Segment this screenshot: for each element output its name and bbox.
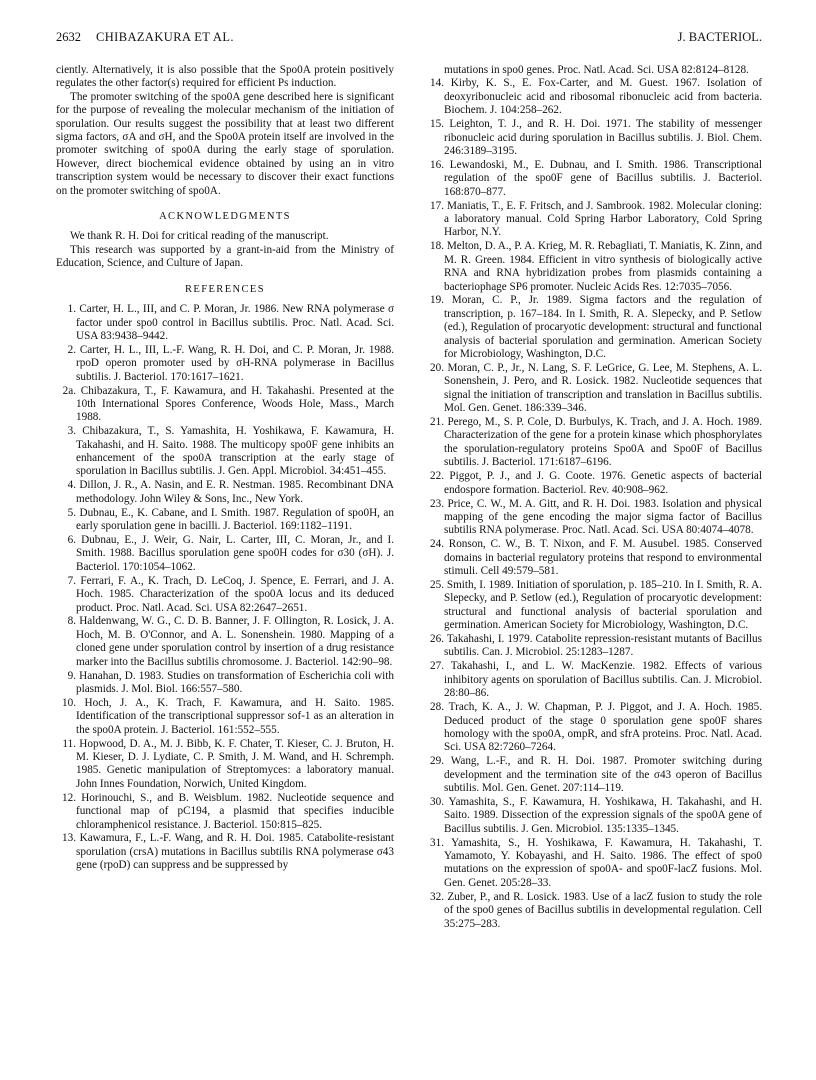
reference-item (424, 118, 762, 158)
reference-text: Hoch, J. A., K. Trach, F. Kawamura, and H. Saito. 1985. Identification of the transcriptional suppressor sof-1 as an alteration in the spo0A protein. J. Bacteriol. 161:552–555. (76, 696, 395, 736)
reference-item (424, 837, 762, 891)
reference-text: Chibazakura, T., F. Kawamura, and H. Takahashi. Presented at the 10th International Spores Conference, Woods Hole, Mass., March 1988. (76, 384, 395, 424)
reference-item (56, 738, 394, 792)
reference-text: Melton, D. A., P. A. Krieg, M. R. Rebagliati, T. Maniatis, K. Zinn, and M. R. Green. 1984. Efficient in vitro synthesis of biologically active RNA and RNA hybridization probes from plasmids containing a bacteriophage SP6 promoter. Nucleic Acids Res. 12:7035–7056. (444, 240, 762, 293)
reference-number: 31. (430, 836, 444, 849)
reference-text: Hopwood, D. A., M. J. Bibb, K. F. Chater, T. Kieser, C. J. Bruton, H. M. Kieser, D. J. Lydiate, C. P. Smith, J. M. Wand, and H. Schremph. 1985. Genetic manipulation of Streptomyces: a laboratory manual. John Innes Foundation, Norwich, United Kingdom. (76, 737, 394, 790)
reference-text: Moran, C. P., Jr. 1989. Sigma factors and the regulation of transcription, p. 167–184. In I. Smith, R. A. Slepecky, and P. Setlow (ed.), Regulation of procaryotic development: structural and functional analysis of bacterial sporulation and germination. American Society for Microbiology, Washington, D.C. (444, 294, 762, 361)
reference-item (56, 697, 394, 737)
reference-text: Carter, H. L., III, L.-F. Wang, R. H. Doi, and C. P. Moran, Jr. 1988. rpoD operon promoter used by σH-RNA polymerase in Bacillus subtilis. J. Bacteriol. 170:1617–1621. (76, 343, 395, 383)
reference-number: 2. (67, 343, 76, 356)
reference-text: Piggot, P. J., and J. G. Coote. 1976. Genetic aspects of bacterial endospore formation. Bacteriol. Rev. 40:908–962. (444, 470, 763, 496)
reference-item (56, 615, 394, 669)
reference-number: 4. (67, 479, 76, 492)
reference-text: Dillon, J. R., A. Nasin, and E. R. Nestman. 1985. Recombinant DNA methodology. John Wiley & Sons, Inc., New York. (76, 479, 395, 505)
reference-number: 1. (67, 303, 76, 316)
reference-text: Perego, M., S. P. Cole, D. Burbulys, K. Trach, and J. A. Hoch. 1989. Characterization of the gene for a protein kinase which phosphorylates the sporulation-regulatory proteins Spo0A and Spo0F of Bacillus subtilis. J. Bacteriol. 171:6187–6196. (444, 416, 763, 469)
reference-text: Hanahan, D. 1983. Studies on transformation of Escherichia coli with plasmids. J. Mol. Biol. 166:557–580. (76, 669, 394, 695)
journal-name: J. BACTERIOL. (677, 30, 762, 44)
reference-number: 2a. (62, 384, 76, 397)
reference-item (56, 832, 394, 872)
reference-number: 15. (430, 118, 444, 131)
reference-number: 17. (430, 199, 444, 212)
reference-item (424, 362, 762, 416)
running-header (56, 30, 762, 50)
reference-item (56, 670, 394, 697)
body-paragraph-continued: ciently. Alternatively, it is also possible that the Spo0A protein positively regulates the other factor(s) required for efficient Ps induction. (56, 64, 394, 90)
references-heading: REFERENCES (185, 283, 265, 295)
reference-number: 6. (67, 534, 76, 546)
reference-item (424, 796, 762, 836)
reference-text: Moran, C. P., Jr., N. Lang, S. F. LeGrice, G. Lee, M. Stephens, A. L. Sonenshein, J. Pero, and R. Losick. 1982. Nucleotide sequences that signal the initiation of transcription and translation in Bacillus subtilis. Mol. Gen. Genet. 186:339–346. (444, 361, 762, 415)
reference-number: 7. (67, 574, 76, 587)
reference-item (424, 755, 762, 795)
reference-item (424, 240, 762, 294)
page-number: 2632 (56, 30, 81, 44)
reference-item (56, 303, 394, 343)
reference-item (56, 344, 394, 384)
reference-text: Takahashi, I. 1979. Catabolite repression-resistant mutants of Bacillus subtilis. Can. J. Microbiol. 25:1283–1287. (444, 633, 762, 659)
reference-number: 28. (430, 701, 444, 714)
reference-item (56, 385, 394, 425)
reference-text: Wang, L.-F., and R. H. Doi. 1987. Promoter switching during development and the termination site of the σ43 operon of Bacillus subtilis. Mol. Gen. Genet. 207:114–119. (444, 755, 762, 795)
reference-number: 14. (430, 77, 444, 90)
reference-number: 10. (62, 696, 76, 709)
reference-number: 22. (430, 470, 444, 483)
acknowledgments-text-2: This research was supported by a grant-in-aid from the Ministry of Education, Science, and Culture of Japan. (56, 243, 394, 270)
reference-number: 3. (67, 425, 76, 438)
reference-number: 13. (62, 832, 76, 845)
reference-number: 8. (67, 615, 76, 628)
body-paragraph-conclusion: The promoter switching of the spo0A gene described here is significant for the purpose of revealing the molecular mechanism of the initiation of sporulation. Our results suggest the possibility that at least two different sigma factors, σA and σH, and the Spo0A protein itself are involved in the promoter switching of spo0A during the early stage of sporulation. However, direct biochemical evidence obtained by using an in vitro transcription system would be necessary to discover their exact functions on the promoter switching of spo0A. (56, 90, 394, 197)
acknowledgments-heading: ACKNOWLEDGMENTS (159, 211, 291, 223)
reference-item (56, 479, 394, 506)
acknowledgments-text-1: We thank R. H. Doi for critical reading of the manuscript. (70, 230, 329, 243)
reference-number: 21. (430, 416, 444, 429)
reference-text: Ferrari, F. A., K. Trach, D. LeCoq, J. Spence, E. Ferrari, and J. A. Hoch. 1985. Characterization of the spo0A locus and its deduced product. Proc. Natl. Acad. Sci. USA 82:2647–2651. (76, 574, 394, 614)
reference-item (424, 579, 762, 633)
reference-item (56, 507, 394, 534)
reference-text: Carter, H. L., III, and C. P. Moran, Jr. 1986. New RNA polymerase σ factor under spo0 control in Bacillus subtilis. Proc. Natl. Acad. Sci. USA 83:9438–9442. (76, 303, 395, 342)
reference-list-left (56, 303, 394, 873)
reference-item (424, 538, 762, 578)
reference-list-right (424, 77, 762, 931)
reference-number: 19. (430, 294, 444, 307)
reference-number: 9. (67, 669, 76, 682)
reference-text: Lewandoski, M., E. Dubnau, and I. Smith. 1986. Transcriptional regulation of the spo0F gene of Bacillus subtilis. J. Bacteriol. 168:870–877. (444, 158, 762, 198)
reference-number: 16. (430, 158, 444, 171)
reference-number: 23. (430, 497, 444, 510)
reference-text: Zuber, P., and R. Losick. 1983. Use of a lacZ fusion to study the role of the spo0 genes of Bacillus subtilis in developmental regulation. Cell 35:275–283. (444, 890, 763, 930)
reference-number: 18. (430, 240, 444, 253)
reference-number: 30. (430, 795, 444, 808)
reference-number: 24. (430, 538, 444, 551)
running-authors: CHIBAZAKURA ET AL. (96, 30, 234, 44)
reference-item (424, 660, 762, 700)
reference-text: Smith, I. 1989. Initiation of sporulation, p. 185–210. In I. Smith, R. A. Slepecky, and P. Setlow (ed.), Regulation of procaryotic development: structural and functional analysis of bacterial sporulation and germination. American Society for Microbiology, Washington, D.C. (444, 578, 762, 632)
reference-item (424, 200, 762, 240)
reference-number: 26. (430, 633, 444, 646)
reference-item (424, 701, 762, 755)
reference-item (56, 534, 394, 574)
reference-item (424, 891, 762, 931)
reference-text: Takahashi, I., and L. W. MacKenzie. 1982. Effects of various inhibitory agents on sporulation of Bacillus subtilis. Can. J. Microbiol. 28:80–86. (444, 660, 762, 700)
reference-text: Kawamura, F., L.-F. Wang, and R. H. Doi. 1985. Catabolite-resistant sporulation (crsA) mutations in Bacillus subtilis RNA polymerase σ43 gene (rpoD) can suppress and be suppressed by (76, 832, 394, 872)
reference-continuation: mutations in spo0 genes. Proc. Natl. Acad. Sci. USA 82:8124–8128. (444, 64, 749, 76)
reference-item (424, 633, 762, 660)
reference-number: 5. (67, 506, 76, 519)
reference-text: Maniatis, T., E. F. Fritsch, and J. Sambrook. 1982. Molecular cloning: a laboratory manual. Cold Spring Harbor Laboratory, Cold Spring Harbor, N.Y. (444, 199, 762, 239)
reference-text: Trach, K. A., J. W. Chapman, P. J. Piggot, and J. A. Hoch. 1985. Deduced product of the stage 0 sporulation gene spo0F shares homology with the spo0A, ompR, and sfrA proteins. Proc. Natl. Acad. Sci. USA 82:7260–7264. (444, 701, 762, 754)
reference-item (424, 470, 762, 497)
reference-item (424, 77, 762, 117)
reference-number: 29. (430, 755, 444, 768)
reference-text: Price, C. W., M. A. Gitt, and R. H. Doi. 1983. Isolation and physical mapping of the gene encoding the major sigma factor of Bacillus subtilis RNA polymerase. Proc. Natl. Acad. Sci. USA 80:4074–4078. (444, 497, 762, 537)
reference-text: Dubnau, E., K. Cabane, and I. Smith. 1987. Regulation of spo0H, an early sporulation gene in bacilli. J. Bacteriol. 169:1182–1191. (76, 506, 394, 533)
reference-number: 12. (62, 791, 76, 804)
reference-text: Ronson, C. W., B. T. Nixon, and F. M. Ausubel. 1985. Conserved domains in bacterial regulatory proteins that respond to environmental stimuli. Cell 49:579–581. (444, 538, 763, 578)
left-column (56, 64, 394, 873)
reference-text: Haldenwang, W. G., C. D. B. Banner, J. F. Ollington, R. Losick, J. A. Hoch, M. B. O'Connor, and A. L. Sonenshein. 1980. Mapping of a cloned gene under sporulation control by insertion of a drug resistance marker into the Bacillus subtilis chromosome. J. Bacteriol. 142:90–98. (76, 615, 394, 668)
reference-item (56, 425, 394, 479)
reference-item (424, 498, 762, 538)
reference-text: Dubnau, E., J. Weir, G. Nair, L. Carter, III, C. Moran, Jr., and I. Smith. 1988. Bacillus sporulation gene spo0H codes for σ30 (σH). J. Bacteriol. 170:1054–1062. (76, 534, 395, 573)
reference-text: Yamashita, S., H. Yoshikawa, F. Kawamura, H. Takahashi, T. Yamamoto, Y. Kobayashi, and H. Saito. 1986. The effect of spo0 mutations on the expression of spo0A- and spo0F-lacZ fusions. Mol. Gen. Genet. 205:28–33. (444, 836, 762, 889)
reference-text: Leighton, T. J., and R. H. Doi. 1971. The stability of messenger ribonucleic acid during sporulation in Bacillus subtilis. J. Biol. Chem. 246:3189–3195. (444, 118, 762, 157)
reference-text: Horinouchi, S., and B. Weisblum. 1982. Nucleotide sequence and functional map of pC194, a plasmid that specifies inducible chloramphenicol resistance. J. Bacteriol. 150:815–825. (76, 791, 394, 831)
reference-number: 11. (62, 737, 76, 750)
right-column (424, 64, 762, 932)
reference-number: 32. (430, 890, 444, 903)
reference-item (56, 575, 394, 615)
reference-item (424, 159, 762, 199)
reference-text: Chibazakura, T., S. Yamashita, H. Yoshikawa, F. Kawamura, H. Takahashi, and H. Saito. 1988. The multicopy spo0F gene inhibits an enhancement of the spo0A transcription at the early stage of sporulation in Bacillus subtilis. J. Gen. Appl. Microbiol. 34:451–455. (76, 425, 394, 478)
reference-number: 20. (430, 361, 444, 374)
reference-text: Kirby, K. S., E. Fox-Carter, and M. Guest. 1967. Isolation of deoxyribonucleic acid and ribosomal ribonucleic acid from bacteria. Biochem. J. 104:258–262. (444, 77, 763, 117)
reference-number: 27. (430, 660, 444, 673)
reference-item (56, 792, 394, 832)
reference-item (424, 294, 762, 361)
reference-number: 25. (430, 578, 444, 591)
reference-text: Yamashita, S., F. Kawamura, H. Yoshikawa, H. Takahashi, and H. Saito. 1989. Dissection of the expression signals of the spo0A gene of Bacillus subtilis. J. Gen. Microbiol. 135:1335–1345. (444, 795, 762, 835)
reference-item (424, 416, 762, 470)
